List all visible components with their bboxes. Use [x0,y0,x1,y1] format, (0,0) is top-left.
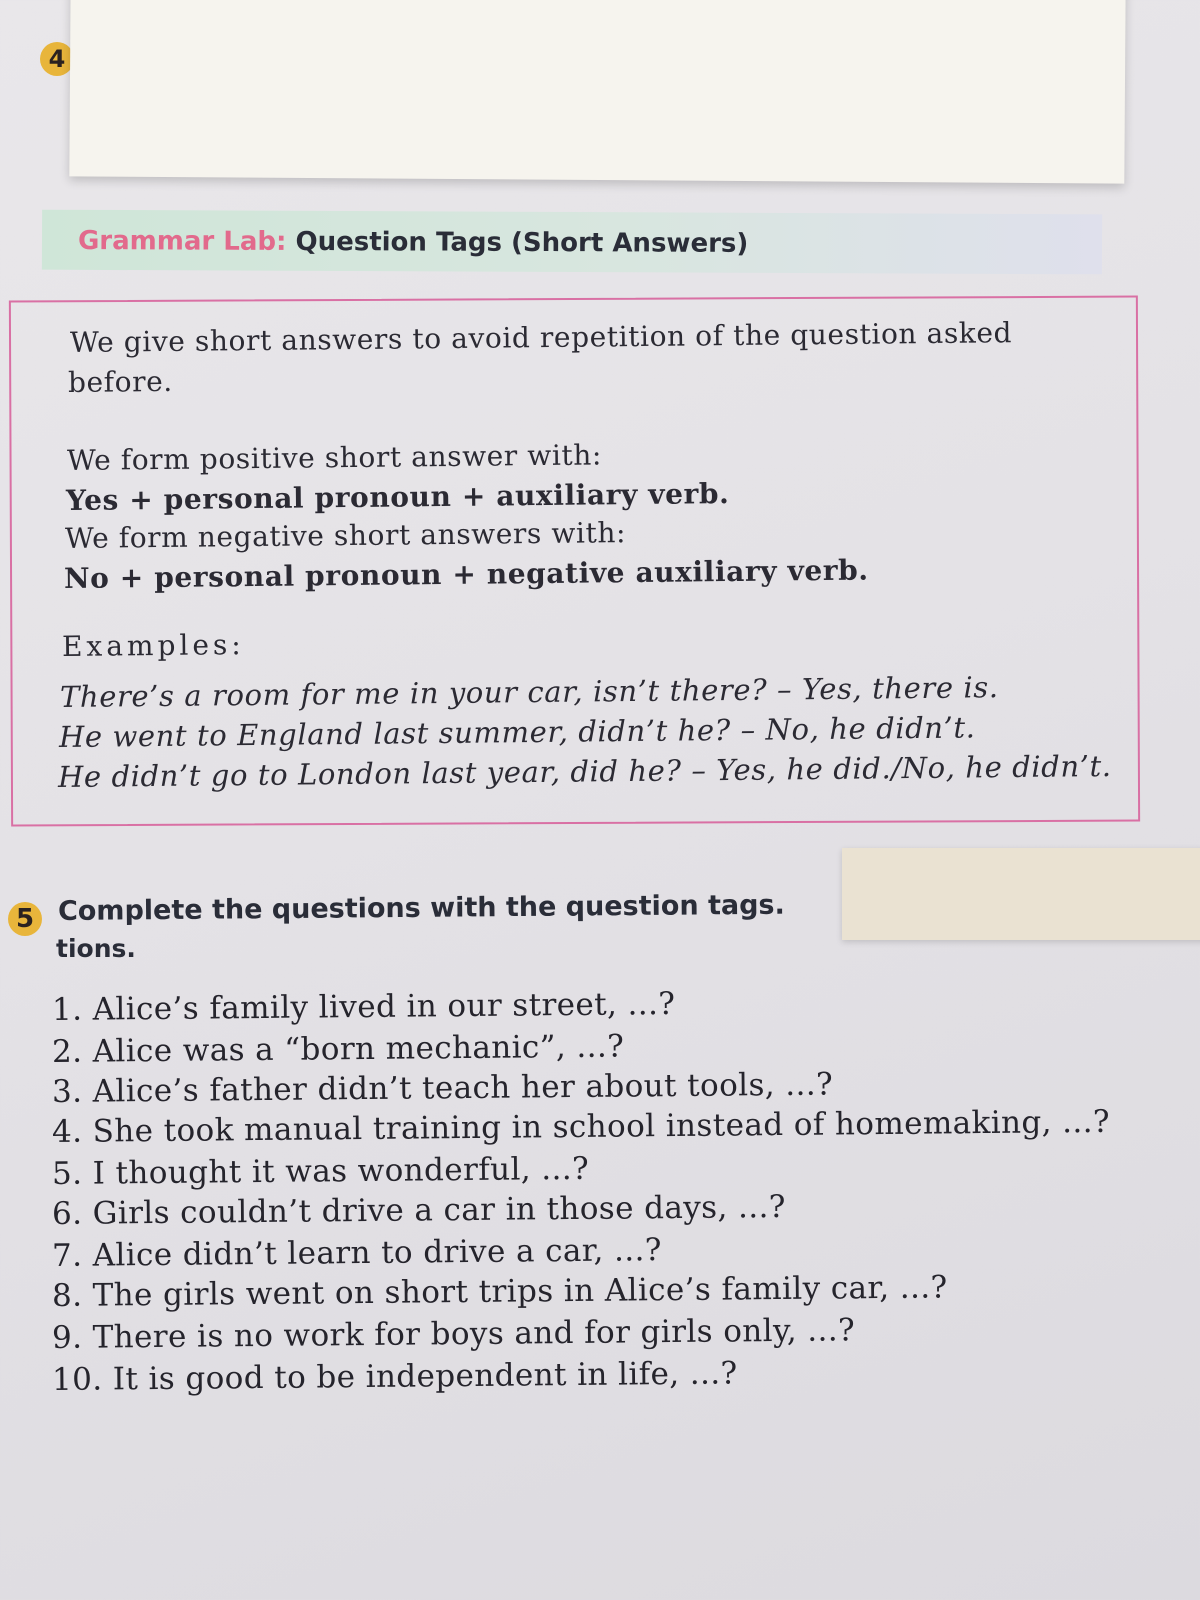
question-item: 7. Alice didn’t learn to drive a car, ...? [51,1232,663,1274]
question-item: 8. The girls went on short trips in Alice’s family car, ...? [51,1269,948,1314]
exercise-instruction: Complete the questions with the question tags. [57,889,785,927]
rule-intro-line1: We give short answers to avoid repetition of the question asked [69,316,1013,359]
exercise-instruction-tail: tions. [56,934,136,963]
question-item: 9. There is no work for boys and for girls only, ...? [51,1312,856,1356]
positive-formula: Yes + personal pronoun + auxiliary verb. [65,477,730,517]
grammar-lab-label: Grammar Lab [77,226,277,257]
question-item: 6. Girls couldn’t drive a car in those days, ...? [51,1188,786,1232]
negative-formula: No + personal pronoun + negative auxiliary verb. [63,553,869,595]
question-item: 4. She took manual training in school instead of homemaking, ...? [51,1103,1111,1150]
negative-intro: We form negative short answers with: [64,516,627,555]
positive-intro: We form positive short answer with: [66,438,603,477]
grammar-lab-separator: : [275,226,287,257]
question-item: 5. I thought it was wonderful, ...? [51,1150,590,1192]
question-item: 2. Alice was a “born mechanic”, ...? [51,1028,625,1070]
exercise-number-badge: 5 [8,902,42,936]
sticky-note-top [69,0,1125,184]
grammar-lab-title [78,226,748,259]
rule-intro-line2: before. [67,364,173,399]
example-2: He went to England last summer, didn’t he? – No, he didn’t. [58,710,976,754]
question-item: 10. It is good to be independent in life, ...? [51,1355,738,1398]
sticky-note-right [842,848,1200,940]
grammar-lab-topic: Question Tags (Short Answers) [295,226,749,259]
example-3: He didn’t go to London last year, did he? – Yes, he did./No, he didn’t. [57,748,1112,794]
examples-label: Examples: [61,628,245,663]
task-number-badge-top: 4 [40,42,74,76]
example-1: There’s a room for me in your car, isn’t there? – Yes, there is. [59,670,999,714]
question-item: 3. Alice’s father didn’t teach her about tools, ...? [51,1066,834,1110]
question-item: 1. Alice’s family lived in our street, ...? [51,986,676,1028]
